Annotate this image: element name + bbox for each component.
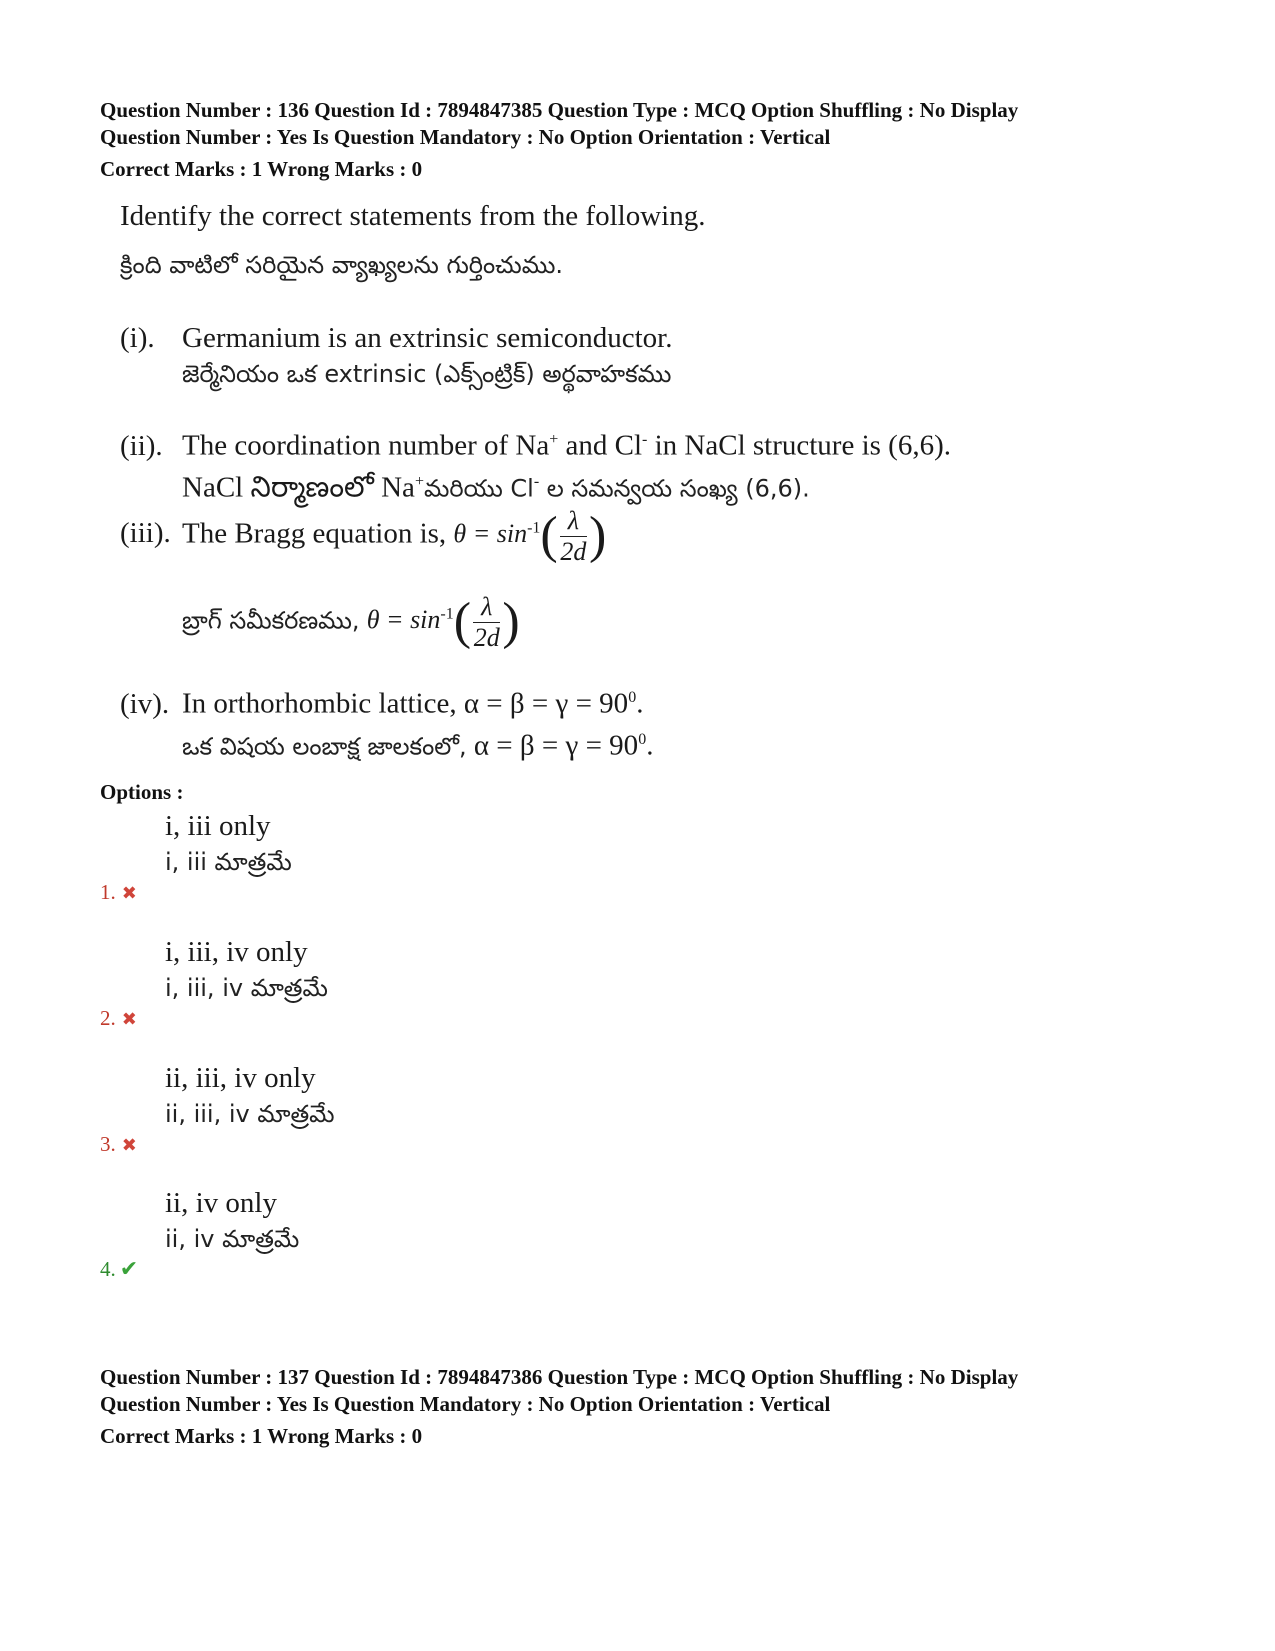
paren-left: ( (540, 507, 558, 565)
option-text-te: i, iii, iv మాత్రమే (165, 974, 328, 1002)
cross-icon: ✖ (121, 1009, 137, 1029)
question-title-en: Identify the correct statements from the following. (120, 200, 706, 232)
statement-text-en: The Bragg equation is, (182, 517, 447, 550)
superscript: 0 (638, 730, 647, 748)
fraction-numerator: λ (473, 592, 500, 623)
te-part: NaCl నిర్మాణంలో Na (182, 471, 415, 504)
superscript: 0 (628, 689, 637, 706)
question-meta-136 (100, 97, 1018, 183)
option-text (165, 1185, 299, 1257)
fraction (473, 592, 500, 653)
options-label: Options : (100, 780, 184, 804)
option-3[interactable] (100, 1060, 700, 1170)
statement-text-en: The coordination number of Na (182, 429, 550, 462)
paren-right: ) (589, 507, 607, 565)
statement-text-te: జెర్మేనియం ఒక extrinsic (ఎక్స్ంట్రిక్) అర్థవాహకము (182, 360, 672, 388)
paren-left: ( (453, 593, 472, 651)
superscript: - (533, 472, 540, 490)
statement-iv (120, 680, 1100, 764)
option-text-en: i, iii, iv only (165, 936, 308, 968)
equation-lhs: θ = sin (366, 605, 441, 635)
equation-lhs: θ = sin (453, 519, 528, 549)
question-meta-137 (100, 1364, 1018, 1450)
fraction-numerator: λ (560, 506, 587, 537)
superscript: + (414, 472, 424, 490)
option-number: 4. (100, 1257, 116, 1281)
fraction-denominator: 2d (473, 623, 500, 652)
meta-line-2: Question Number : Yes Is Question Mandatory : No Option Orientation : Vertical (100, 125, 831, 149)
statement-text-te (120, 464, 1100, 507)
cross-icon: ✖ (121, 883, 137, 903)
option-1[interactable] (100, 808, 700, 918)
meta-line-1: Question Number : 137 Question Id : 7894847386 Question Type : MCQ Option Shuffling : No Display (100, 1365, 1019, 1389)
option-text (165, 1060, 335, 1132)
question-stem (120, 198, 1080, 282)
statement-number: (ii). (120, 429, 163, 462)
option-marker (100, 1257, 138, 1282)
fraction-denominator: 2d (560, 537, 587, 566)
option-number: 2. (100, 1006, 116, 1030)
option-marker (100, 880, 137, 905)
option-marker (100, 1006, 137, 1031)
superscript: -1 (527, 519, 541, 537)
punct: . (646, 729, 654, 762)
punct: . (636, 687, 644, 720)
bragg-equation-te (366, 592, 520, 652)
meta-line-1: Question Number : 136 Question Id : 7894847385 Question Type : MCQ Option Shuffling : No Display (100, 98, 1019, 122)
option-text-en: ii, iii, iv only (165, 1062, 316, 1094)
option-4[interactable] (100, 1185, 700, 1295)
option-number: 1. (100, 880, 116, 904)
option-2[interactable] (100, 934, 700, 1044)
option-text-te: ii, iv మాత్రమే (165, 1225, 300, 1253)
statement-text-en: Germanium is an extrinsic semiconductor. (182, 322, 673, 354)
superscript: + (549, 431, 559, 448)
paren-right: ) (502, 593, 520, 651)
statement-number: (iii). (120, 517, 171, 550)
bragg-equation (453, 506, 607, 566)
statement-iii (120, 506, 1100, 567)
option-text-te: i, iii మాత్రమే (165, 848, 292, 876)
question-title-te: క్రింది వాటిలో సరియైన వ్యాఖ్యలను గుర్తించుము. (120, 251, 564, 279)
superscript: -1 (440, 605, 454, 623)
option-text (165, 808, 292, 880)
marks-line: Correct Marks : 1 Wrong Marks : 0 (100, 157, 423, 181)
te-part: ల సమన్వయ సంఖ్య (6,6). (539, 474, 810, 503)
option-text (165, 934, 328, 1006)
option-number: 3. (100, 1132, 116, 1156)
statement-text-en: and Cl (558, 429, 643, 462)
option-marker (100, 1132, 137, 1157)
option-text-te: ii, iii, iv మాత్రమే (165, 1100, 335, 1128)
statement-iii-te (182, 592, 1162, 653)
superscript: - (642, 431, 648, 448)
statement-text-en: In orthorhombic lattice, α = β = γ = 90 (182, 687, 629, 720)
statement-number: (iv). (120, 687, 170, 720)
cross-icon: ✖ (121, 1135, 137, 1155)
fraction (560, 506, 587, 567)
statement-ii (120, 422, 1100, 506)
option-text-en: ii, iv only (165, 1187, 277, 1219)
option-text-en: i, iii only (165, 810, 271, 842)
meta-line-2: Question Number : Yes Is Question Mandatory : No Option Orientation : Vertical (100, 1392, 831, 1416)
statement-text-en: in NaCl structure is (6,6). (647, 429, 951, 462)
marks-line: Correct Marks : 1 Wrong Marks : 0 (100, 1424, 423, 1448)
check-icon: ✔ (119, 1257, 139, 1282)
statement-i (120, 320, 1100, 392)
equation: α = β = γ = 90 (466, 729, 639, 762)
te-part: మరియు Cl (423, 474, 534, 503)
statement-text-te: బ్రాగ్ సమీకరణము, (182, 606, 360, 635)
statement-text-te: ఒక విషయ లంబాక్ష జాలకంలో, (182, 732, 467, 761)
statement-number: (i). (120, 322, 155, 354)
